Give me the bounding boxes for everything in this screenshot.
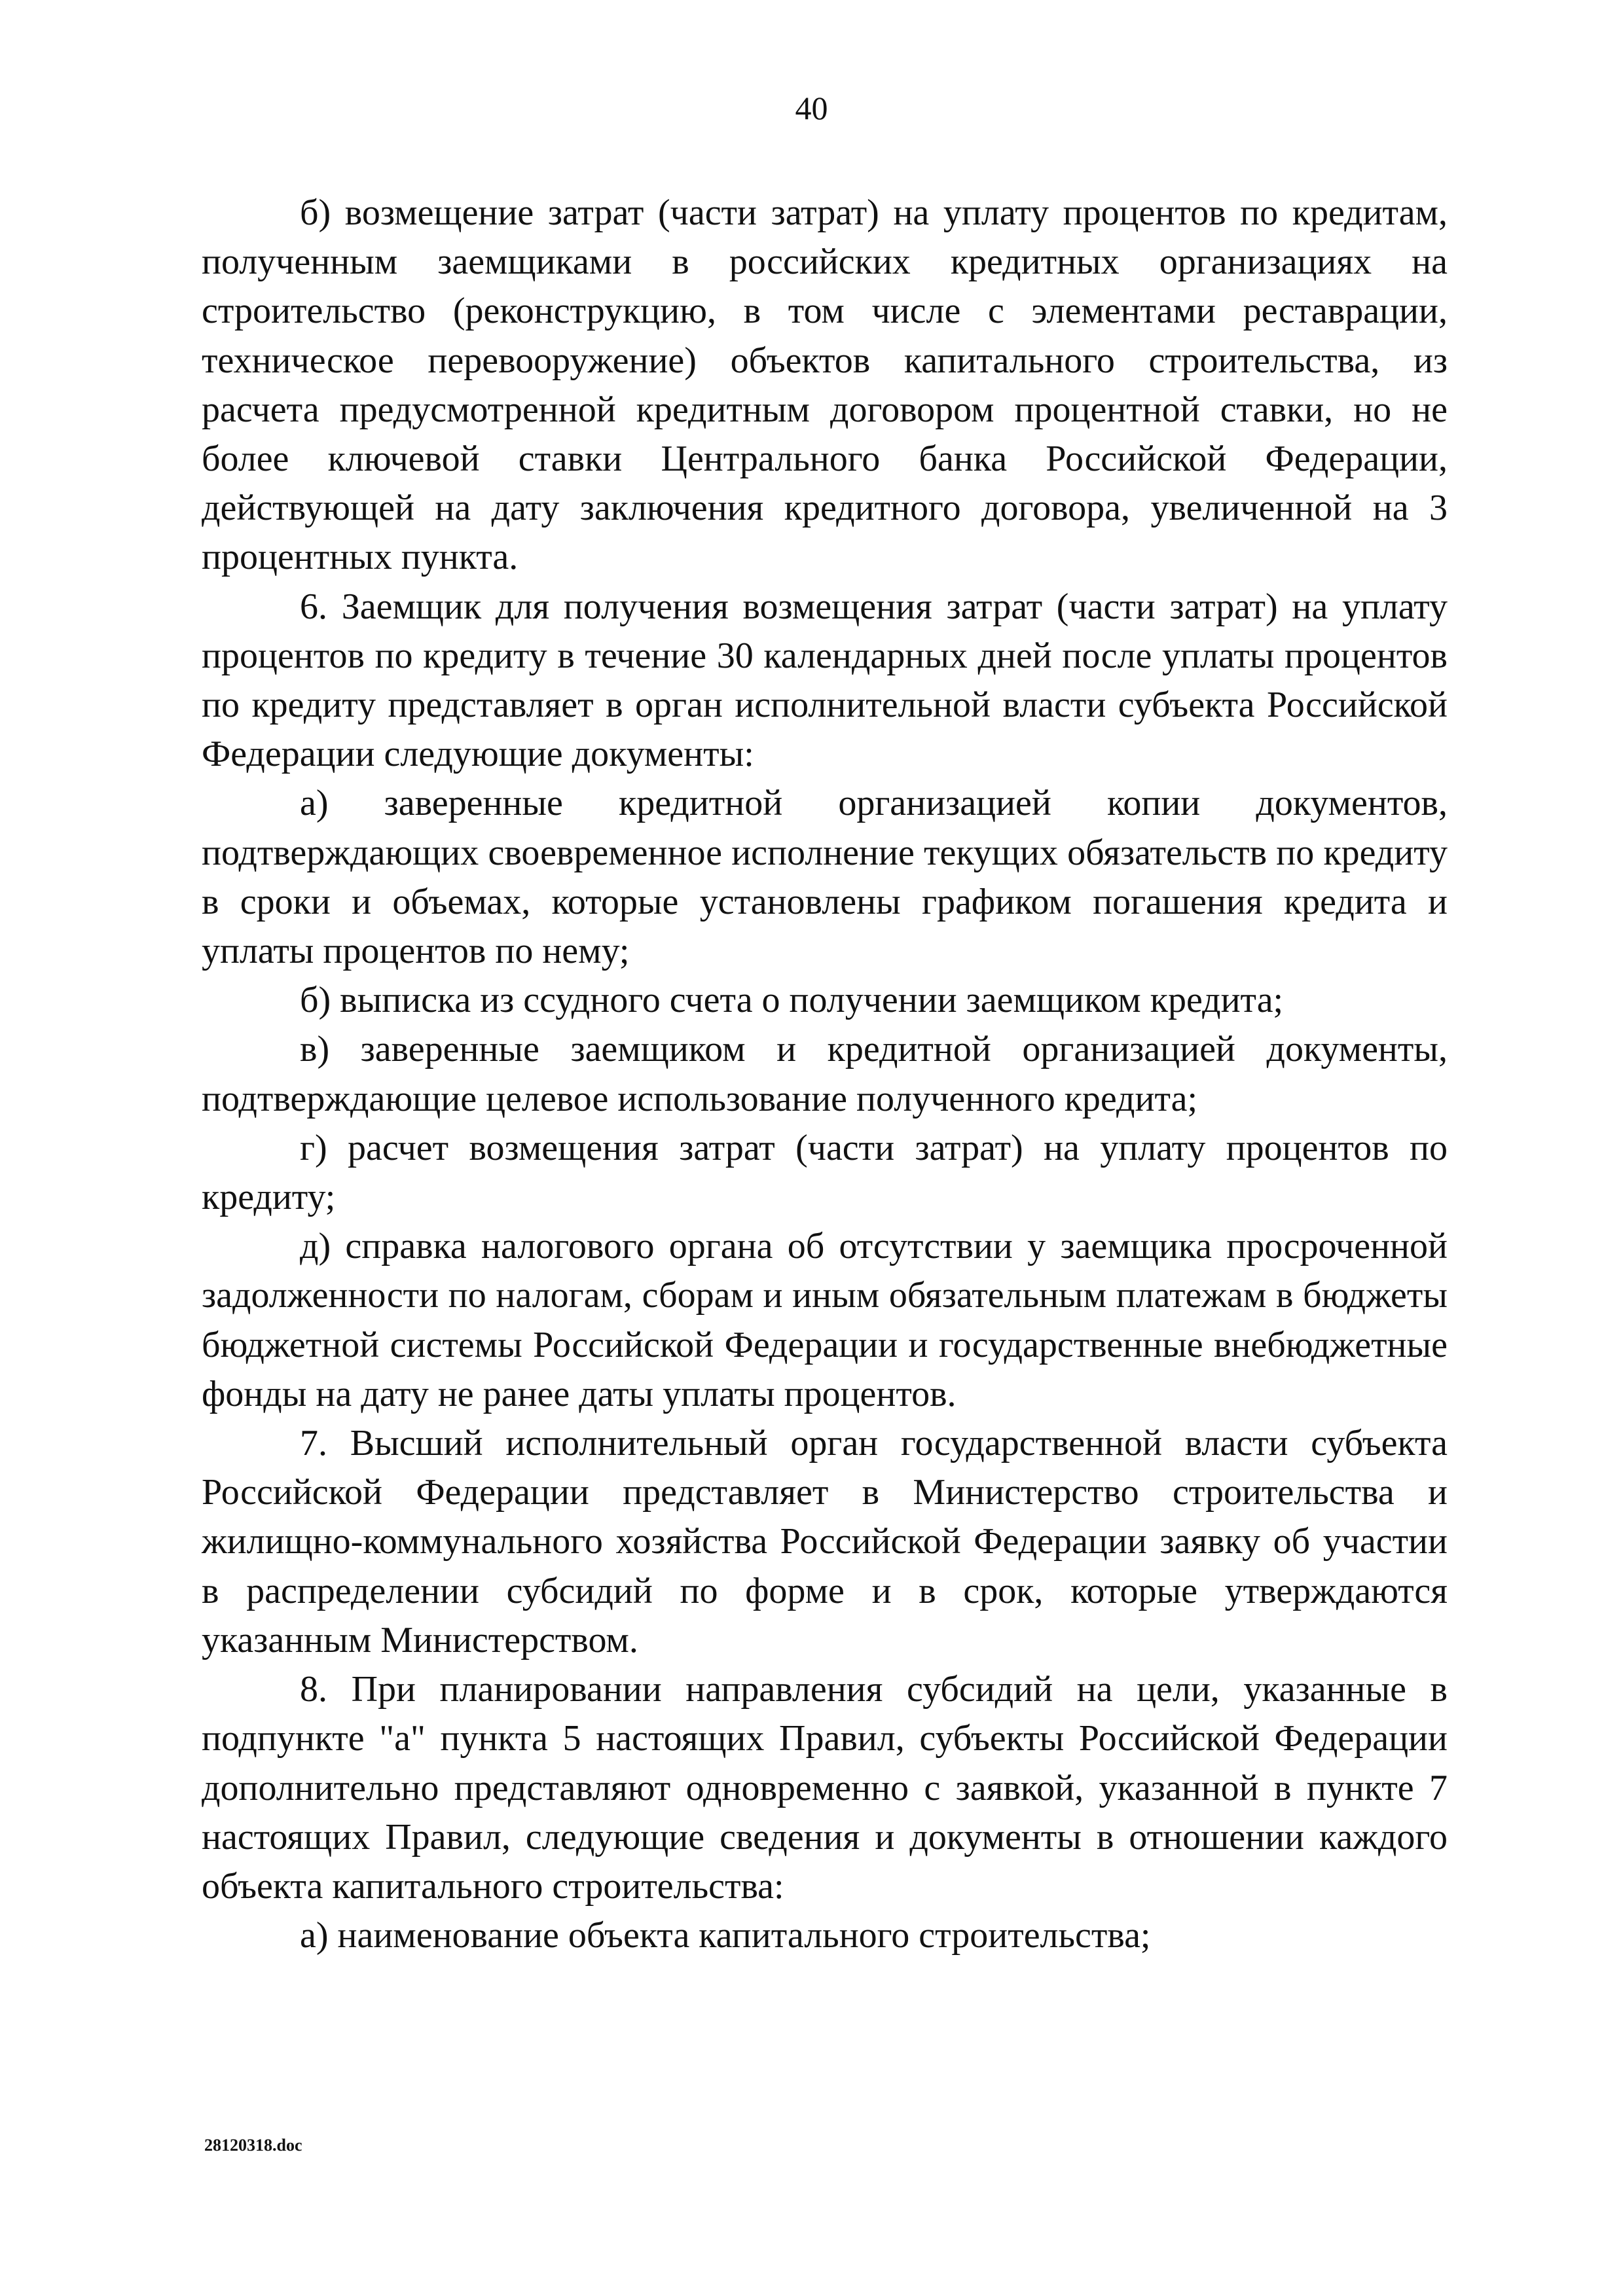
paragraph-6v: в) заверенные заемщиком и кредитной организацией документы, подтверждающие целевое использование полученного кредита; — [202, 1029, 1448, 1119]
paragraph-6a: а) заверенные кредитной организацией копии документов, подтверждающих своевременное исполнение текущих обязательств по кредиту в сроки и объемах, которые установлены графиком погашения кредита и уплаты процентов по нему; — [202, 783, 1448, 972]
paragraph-6b: б) выписка из ссудного счета о получении заемщиком кредита; — [300, 980, 1284, 1021]
paragraph-7: 7. Высший исполнительный орган государственной власти субъекта Российской Федерации представляет в Министерство строительства и жилищно-коммунального хозяйства Российской Федерации заявку об участии в распределении субсидий по форме и в срок, которые утверждаются указанным Министерством. — [202, 1423, 1448, 1660]
paragraph-8a: а) наименование объекта капитального строительства; — [300, 1915, 1151, 1956]
paragraph-6d: д) справка налогового органа об отсутствии у заемщика просроченной задолженности по налогам, сборам и иным обязательным платежам в бюджеты бюджетной системы Российской Федерации и государственные внебюджетные фонды на дату не ранее даты уплаты процентов. — [202, 1226, 1448, 1414]
paragraph-8: 8. При планировании направления субсидий на цели, указанные в подпункте "а" пункта 5 настоящих Правил, субъекты Российской Федерации дополнительно представляют одновременно с заявкой, указанной в пункте 7 настоящих Правил, следующие сведения и документы в отношении каждого объекта капитального строительства: — [202, 1669, 1448, 1907]
paragraph-6g: г) расчет возмещения затрат (части затрат) на уплату процентов по кредиту; — [202, 1127, 1448, 1218]
footer-file-code: 28120318.doc — [204, 2136, 302, 2155]
page-number: 40 — [795, 90, 828, 126]
document-body — [202, 188, 1448, 1960]
paragraph-5b: б) возмещение затрат (части затрат) на уплату процентов по кредитам, полученным заемщиками в российских кредитных организациях на строительство (реконструкцию, в том числе с элементами реставрации, техническое перевооружение) объектов капитального строительства, из расчета предусмотренной кредитным договором процентной ставки, но не более ключевой ставки Центрального банка Российской Федерации, действующей на дату заключения кредитного договора, увеличенной на 3 процентных пункта. — [202, 192, 1448, 578]
paragraph-6: 6. Заемщик для получения возмещения затрат (части затрат) на уплату процентов по кредиту в течение 30 календарных дней после уплаты процентов по кредиту представляет в орган исполнительной власти субъекта Российской Федерации следующие документы: — [202, 586, 1448, 775]
